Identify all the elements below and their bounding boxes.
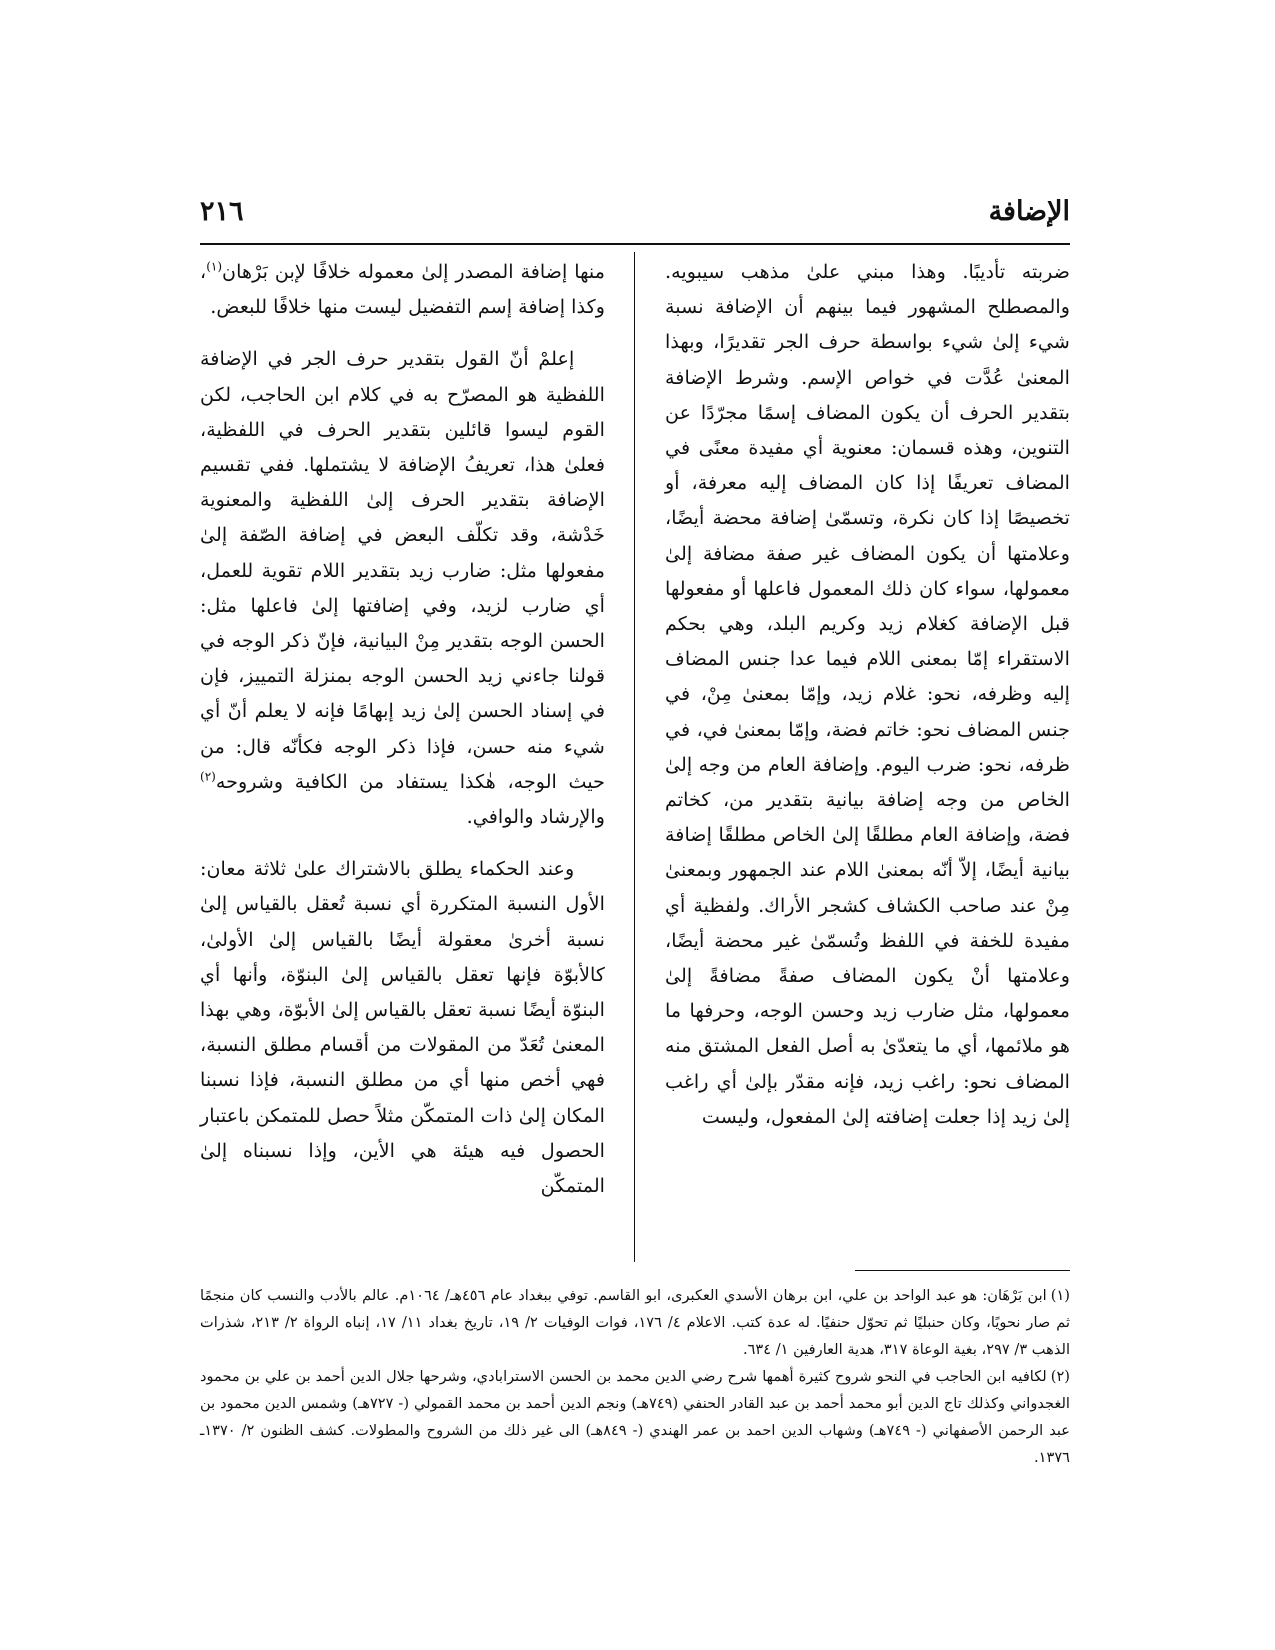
footnotes — [200, 1282, 1070, 1471]
footnote-text: لكافيه ابن الحاجب في النحو شروح كثيرة أهمها شرح رضي الدين محمد بن الحسن الاسترابادي، وشرحها جلال الدين أحمد بن علي بن محمود الغجدواني وكذلك تاج الدين أبو محمد أحمد بن عبد القادر الحنفي (٧٤٩هـ) ونجم الدين أحمد بن محمد القمولي (- ٧٢٧هـ) وشمس الدين محمود بن عبد الرحمن الأصفهاني (- ٧٤٩هـ) وشهاب الدين احمد بن عمر الهندي (- ٨٤٩هـ) الى غير ذلك من الشروح والمطولات. كشف الظنون ٢/ ١٣٧٠ـ ١٣٧٦. — [200, 1368, 1070, 1466]
footnote-marker: (٢) — [1050, 1368, 1070, 1385]
footnote-rule — [855, 1270, 1070, 1271]
left-column-paragraph-3: وعند الحكماء يطلق بالاشتراك علىٰ ثلاثة معان: الأول النسبة المتكررة أي نسبة تُعقل بالقياس إلىٰ نسبة أخرىٰ معقولة أيضًا بالقياس إلىٰ الأولىٰ، كالأبوّة فإنها تعقل بالقياس إلىٰ البنوّة، وأنها أي البنوّة أيضًا نسبة تعقل بالقياس إلىٰ الأبوّة، وهي بهذا المعنىٰ تُعَدّ من المقولات من أقسام مطلق النسبة، فهي أخص منها أي من مطلق النسبة، فإذا نسبنا المكان إلىٰ ذات المتمكّن مثلاً حصل للمتمكن باعتبار الحصول فيه هيئة هي الأين، وإذا نسبناه إلىٰ المتمكّن — [200, 857, 605, 1198]
footnote-1 — [200, 1282, 1070, 1363]
footnote-ref-1[interactable]: (١) — [206, 259, 223, 274]
footnote-2 — [200, 1363, 1070, 1471]
footnote-ref-2[interactable]: (٢) — [200, 769, 216, 784]
column-divider — [634, 252, 635, 1262]
footnote-marker: (١) — [1050, 1287, 1070, 1304]
page-number: ٢١٦ — [200, 196, 244, 227]
right-column — [665, 254, 1070, 1134]
paragraph-text: منها إضافة المصدر إلىٰ معموله خلافًا لإبن بَرْهان — [222, 260, 605, 283]
left-column-paragraph-1 — [200, 254, 605, 324]
paragraph-text: والإرشاد والوافي. — [466, 805, 605, 829]
paragraph-text: إعلمْ أنّ القول بتقدير حرف الجر في الإضافة اللفظية هو المصرّح به في كلام ابن الحاجب، لكن القوم ليسوا قائلين بتقدير الحرف في اللفظية، فعلىٰ هذا، تعريفُ الإضافة لا يشتملها. ففي تقسيم الإضافة بتقدير الحرف إلىٰ اللفظية والمعنوية خَدْشة، وقد تكلّف البعض في إضافة الصّفة إلىٰ مفعولها مثل: ضارب زيد بتقدير اللام تقوية للعمل، أي ضارب لزيد، وفي إضافتها إلىٰ فاعلها مثل: الحسن الوجه بتقدير مِنْ البيانية، فإنّ ذكر الوجه في قولنا جاءني زيد الحسن الوجه بمنزلة التمييز، فإن في إسناد الحسن إلىٰ زيد إبهامًا فإنه لا يعلم أنّ أي شيء منه حسن، فإذا ذكر الوجه فكأنّه قال: من حيث الوجه، هٰكذا يستفاد من الكافية وشروحه — [200, 347, 605, 793]
page-header — [200, 196, 1070, 240]
paragraph-text: ، وكذا إضافة إسم التفضيل ليست منها خلافًا للبعض. — [200, 260, 605, 319]
running-title: الإضافة — [988, 196, 1070, 227]
header-rule — [200, 243, 1070, 245]
right-column-paragraph: ضربته تأديبًا. وهذا مبني علىٰ مذهب سيبويه. والمصطلح المشهور فيما بينهم أن الإضافة نسبة شيء إلىٰ شيء بواسطة حرف الجر تقديرًا، وبهذا المعنىٰ عُدَّت في خواص الإسم. وشرط الإضافة بتقدير الحرف أن يكون المضاف إسمًا مجرّدًا عن التنوين، وهذه قسمان: معنوية أي مفيدة معنًى في المضاف تعريفًا إذا كان المضاف إليه معرفة، أو تخصيصًا إذا كان نكرة، وتسمّىٰ إضافة محضة أيضًا، وعلامتها أن يكون المضاف غير صفة مضافة إلىٰ معمولها، سواء كان ذلك المعمول فاعلها أو مفعولها قبل الإضافة كغلام زيد وكريم البلد، وهي بحكم الاستقراء إمّا بمعنى اللام فيما عدا جنس المضاف إليه وظرفه، نحو: غلام زيد، وإمّا بمعنىٰ مِنْ، في جنس المضاف نحو: خاتم فضة، وإمّا بمعنىٰ في، في ظرفه، نحو: ضرب اليوم. وإضافة العام من وجه إلىٰ الخاص من وجه إضافة بيانية بتقدير من، كخاتم فضة، وإضافة العام مطلقًا إلىٰ الخاص مطلقًا إضافة بيانية أيضًا، إلاّ أنّه بمعنىٰ اللام عند الجمهور وبمعنىٰ مِنْ عند صاحب الكشاف كشجر الأراك. ولفظية أي مفيدة للخفة في اللفظ وتُسمّىٰ غير محضة أيضًا، وعلامتها أنْ يكون المضاف صفةً مضافةً إلىٰ معمولها، مثل ضارب زيد وحسن الوجه، وحرفها ما هو ملائمها، أي ما يتعدّىٰ به أصل الفعل المشتق منه المضاف نحو: راغب زيد، فإنه مقدّر بإلىٰ أي راغب إلىٰ زيد إذا جعلت إضافته إلىٰ المفعول، وليست — [665, 260, 1070, 1128]
left-column-paragraph-2 — [200, 341, 605, 834]
footnote-text: ابن بَرْهَان: هو عبد الواحد بن علي، ابن برهان الأسدي العكبرى، ابو القاسم. توفي ببغداد عام ٤٥٦هـ/ ١٠٦٤م. عالم بالأدب والنسب كان منجمًا ثم صار نحويًا، وكان حنبليًا ثم تحوّل حنفيًا. له عدة كتب. الاعلام ٤/ ١٧٦، فوات الوفيات ٢/ ١٩، تاريخ بغداد ١١/ ١٧، إنباه الرواة ٢/ ٢١٣، شذرات الذهب ٣/ ٢٩٧، بغية الوعاة ٣١٧، هدية العارفين ١/ ٦٣٤. — [200, 1287, 1071, 1358]
left-column — [200, 254, 605, 1203]
